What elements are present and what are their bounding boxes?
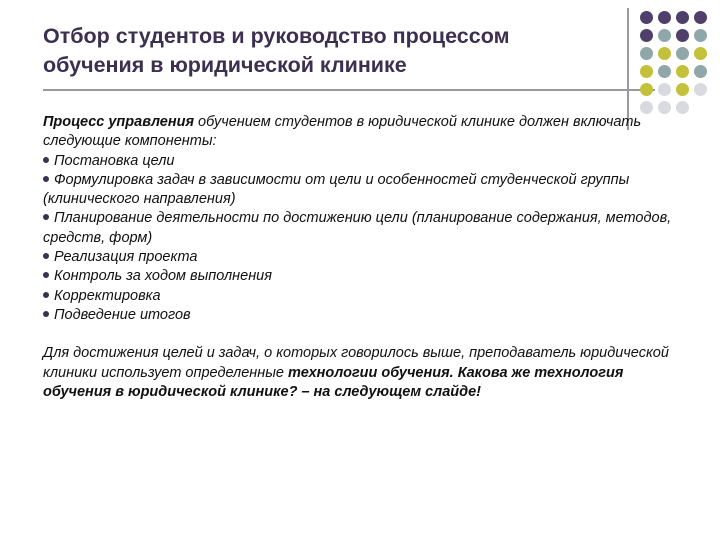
bullet-icon bbox=[43, 214, 49, 220]
slide-title-line-2: обучения в юридической клинике bbox=[43, 53, 407, 77]
list-item-text: Реализация проекта bbox=[54, 249, 198, 266]
list-item-text: Корректировка bbox=[54, 287, 161, 304]
decorative-dot-grid bbox=[640, 11, 706, 115]
intro-bold-text: Процесс управления bbox=[43, 114, 195, 130]
list-item-text: Постановка цели bbox=[54, 152, 175, 169]
decorative-dot bbox=[694, 47, 707, 60]
list-item-text: Контроль за ходом выполнения bbox=[54, 268, 272, 285]
spacer bbox=[43, 325, 683, 344]
decorative-dot bbox=[658, 11, 671, 24]
decorative-dot bbox=[676, 83, 689, 96]
list-item bbox=[43, 306, 683, 325]
bullet-icon bbox=[43, 311, 49, 317]
list-item bbox=[43, 171, 683, 210]
decorative-dot bbox=[676, 11, 689, 24]
decorative-dot bbox=[658, 65, 671, 78]
decorative-dot bbox=[658, 29, 671, 42]
decorative-dot bbox=[676, 65, 689, 78]
bullet-icon bbox=[43, 272, 49, 278]
decorative-dot bbox=[640, 65, 653, 78]
decorative-dot bbox=[694, 29, 707, 42]
conclusion-text: Для достижения целей и задач, о которых говорилось выше, преподаватель юридической клиники использует определенные bbox=[43, 345, 669, 381]
list-item bbox=[43, 267, 683, 286]
horizontal-divider bbox=[43, 89, 655, 91]
bullet-icon bbox=[43, 176, 49, 182]
decorative-dot bbox=[658, 47, 671, 60]
list-item-text: Планирование деятельности по достижению цели (планирование содержания, методов, средств, форм) bbox=[43, 210, 672, 246]
slide-body bbox=[43, 113, 683, 402]
list-item bbox=[43, 152, 683, 171]
decorative-dot bbox=[658, 83, 671, 96]
intro-paragraph bbox=[43, 113, 683, 152]
list-item bbox=[43, 209, 683, 248]
bullet-icon bbox=[43, 157, 49, 163]
bullet-icon bbox=[43, 253, 49, 259]
list-item-text: Формулировка задач в зависимости от цели и особенностей студенческой группы (клинического направления) bbox=[43, 171, 630, 208]
conclusion-bold-text: технологии обучения. Какова же технология обучения в юридической клинике? – на следующем слайде! bbox=[43, 364, 624, 400]
decorative-dot bbox=[694, 11, 707, 24]
vertical-divider bbox=[627, 8, 629, 130]
decorative-dot bbox=[676, 29, 689, 42]
slide-title bbox=[43, 22, 623, 80]
list-item bbox=[43, 287, 683, 306]
decorative-dot bbox=[640, 83, 653, 96]
slide-title-line-1: Отбор студентов и руководство процессом bbox=[43, 24, 510, 48]
list-item bbox=[43, 248, 683, 267]
decorative-dot bbox=[640, 29, 653, 42]
intro-text: обучением студентов в юридической клинике должен включать следующие компоненты: bbox=[43, 114, 642, 150]
list-item-text: Подведение итогов bbox=[54, 306, 191, 323]
bullet-icon bbox=[43, 292, 49, 298]
decorative-dot bbox=[640, 47, 653, 60]
decorative-dot bbox=[640, 11, 653, 24]
conclusion-paragraph bbox=[43, 344, 683, 402]
decorative-dot bbox=[676, 47, 689, 60]
decorative-dot bbox=[694, 83, 707, 96]
decorative-dot bbox=[694, 65, 707, 78]
